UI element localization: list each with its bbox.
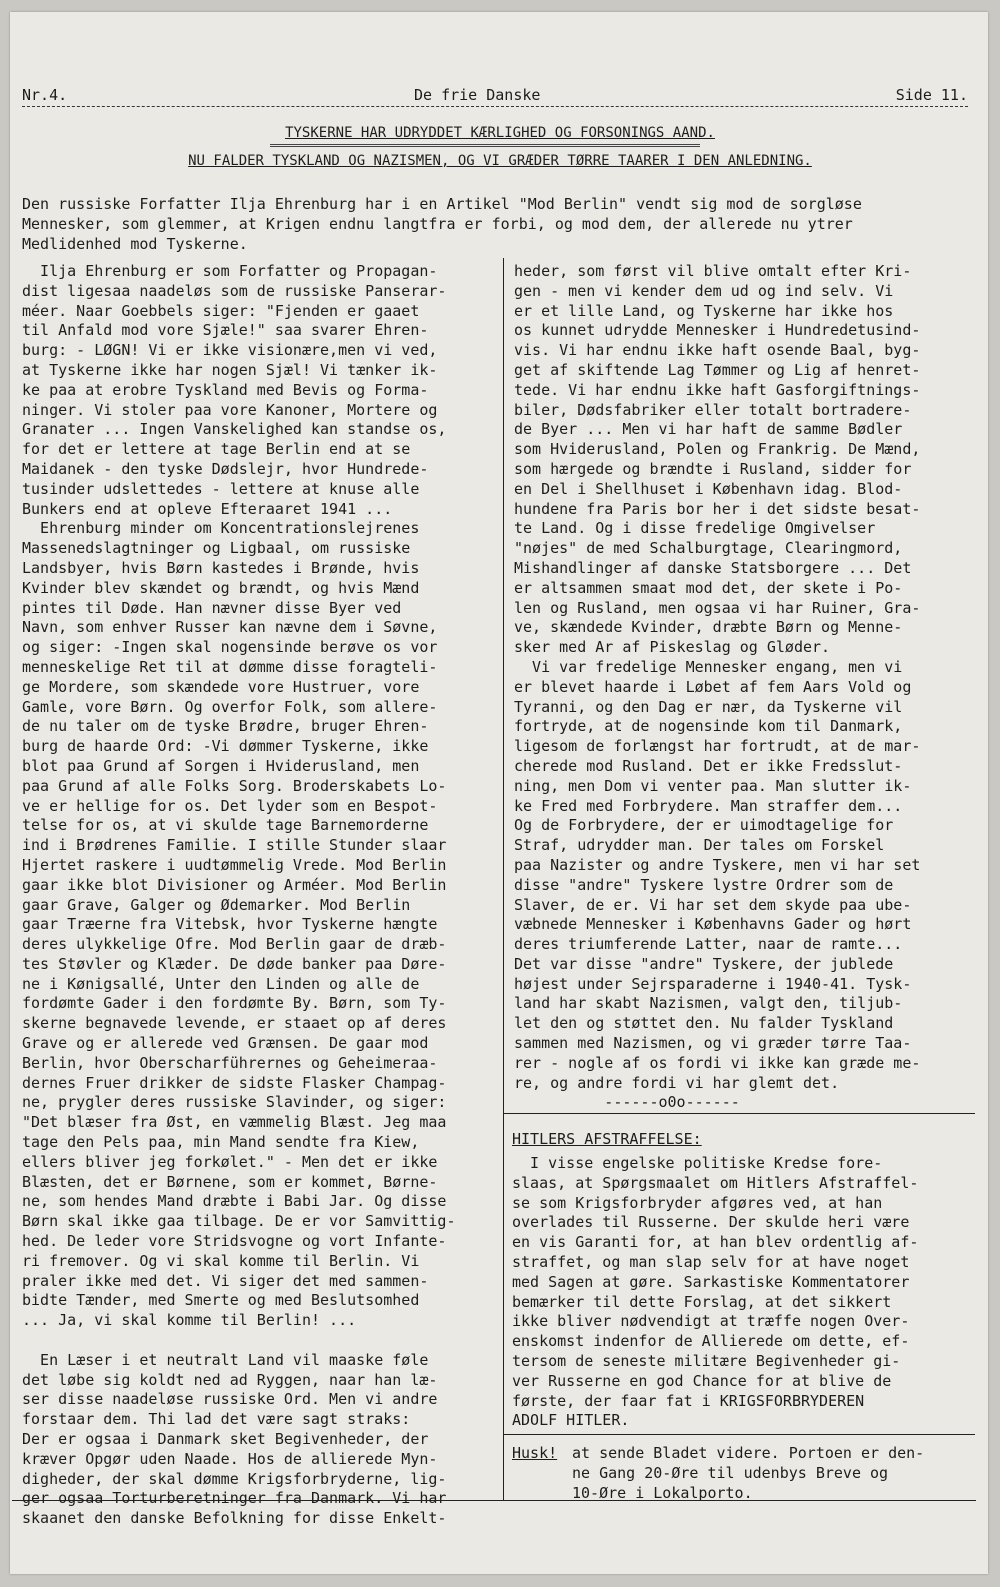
sub-headline: NU FALDER TYSKLAND OG NAZISMEN, OG VI GRÆDER TØRRE TAARER I DEN ANLEDNING.: [188, 153, 812, 169]
intro-paragraph: Den russiske Forfatter Ilja Ehrenburg har i en Artikel "Mod Berlin" vendt sig mod de sorgløse Mennesker, som glemmer, at Krigen endnu langtfra er forbi, og mod dem, der allerede nu ytrer Medlidenhed mod Tyskerne.: [22, 195, 862, 253]
headline-double-rule: [270, 144, 700, 147]
column-divider: [503, 258, 504, 1500]
section-title: HITLERS AFSTRAFFELSE:: [512, 1130, 702, 1148]
right-column-text: heder, som først vil blive omtalt efter Kri- gen - men vi kender dem ud og ind selv. Vi er et lille Land, og Tyskerne har ikke hos os kunnet udrydde Mennesker i Hundredetusind- vis. Vi har endnu ikke haft osende Baal, byg- get af skiftende Lag Tømmer og Lig af henret- tede. Vi har endnu ikke haft Gasforgiftnings- biler, Dødsfabriker eller totalt bortradere- de Byer ... Men vi har haft de samme Bødler som Hviderusland, Polen og Frankrig. De Mænd, som hærgede og brændte i Rusland, sidder for en Del i Shellhuset i København idag. Blod- hundene fra Paris bor her i det sidste besat- te Land. Og i disse fredelige Omgivelser "nøjes" de med Schalburgtage, Clearingmord, Mishandlinger af danske Statsborgere ... Det er altsammen smaat mod det, der skete i Po- len og Rusland, men ogsaa vi har Ruiner, Gra- ve, skændede Kvinder, dræbte Børn og Menne- sker med Ar af Piskeslag og Gløder. Vi var fredelige Mennesker engang, men vi er blevet haarde i Løbet af fem Aars Vold og Tyranni, og den Dag er nær, da Tyskerne vil fortryde, at de nogensinde kom til Danmark, ligesom de forlængst har fortrudt, at de mar- cherede mod Rusland. Det er ikke Fredsslut- ning, men Dom vi venter paa. Man slutter ik- ke Fred med Forbrydere. Man straffer dem... Og de Forbrydere, der er uimodtagelige for Straf, udrydder man. Der tales om Forskel paa Nazister og andre Tyskere, men vi har set disse "andre" Tyskere lystre Ordrer som de Slaver, de er. Vi har set dem skyde paa ube- væbnede Mennesker i Københavns Gader og hørt deres triumferende Latter, naar de ramte... Det var disse "andre" Tyskere, der jublede højest under Sejrsparaderne i 1940-41. Tysk- land har skabt Nazismen, valgt den, tiljub- let den og støttet den. Nu falder Tyskland sammen med Nazismen, og vi græder tørre Taa- rer - nogle af os fordi vi ikke kan græde me- re, og andre fordi vi har glemt det. ------o0o------: [514, 262, 921, 1112]
husk-divider: [503, 1434, 975, 1435]
newspaper-title: De frie Danske: [414, 86, 541, 104]
husk-text: at sende Bladet videre. Portoen er den- ne Gang 20-Øre til udenbys Breve og 10-Øre i Lokalporto.: [572, 1444, 925, 1502]
header-rule: [22, 106, 968, 107]
left-column-text: Ilja Ehrenburg er som Forfatter og Propagan- dist ligesaa naadeløs som de russiske Panserar- méer. Naar Goebbels siger: "Fjenden er gaaet til Anfald mod vore Sjæle!" saa svarer Ehren- burg: - LØGN! Vi er ikke visionære,men vi ved, at Tyskerne ikke har nogen Sjæl! Vi tænker ik- ke paa at erobre Tyskland med Bevis og Forma- ninger. Vi stoler paa vore Kanoner, Mortere og Granater ... Ingen Vanskelighed kan standse os, for det er lettere at tage Berlin end at se Maidanek - den tyske Dødslejr, hvor Hundrede- tusinder udslettedes - lettere at knuse alle Bunkers end at opleve Efteraaret 1941 ... Ehrenburg minder om Koncentrationslejrenes Massenedslagtninger og Ligbaal, om russiske Landsbyer, hvis Børn kastedes i Brønde, hvis Kvinder blev skændet og brændt, og hvis Mænd pintes til Døde. Han nævner disse Byer ved Navn, som enhver Russer kan nævne dem i Søvne, og siger: -Ingen skal nogensinde berøve os vor menneskelige Ret til at dømme disse foragteli- ge Mordere, som skændede vore Hustruer, vore Gamle, vore Børn. Og overfor Folk, som allere- de nu taler om de tyske Brødre, bruger Ehren- burg de haarde Ord: -Vi dømmer Tyskerne, ikke blot paa Grund af Sorgen i Hviderusland, men paa Grund af alle Folks Sorg. Broderskabets Lo- ve er hellige for os. Det lyder som en Bespot- telse for os, at vi skulde tage Barnemorderne ind i Brødrenes Familie. I stille Stunder slaar Hjertet raskere i uudtømmelig Vrede. Mod Berlin gaar ikke blot Divisioner og Arméer. Mod Berlin gaar Grave, Galger og Ødemarker. Mod Berlin gaar Træerne fra Vitebsk, hvor Tyskerne hængte deres ulykkelige Ofre. Mod Berlin gaar de dræb- tes Støvler og Klæder. De døde banker paa Døre- ne i Kønigsallé, Unter den Linden og alle de fordømte Gader i den fordømte By. Børn, som Ty- skerne begnavede levende, er staaet op af deres Grave og er allerede ved Grænsen. De gaar mod Berlin, hvor Oberscharführernes og Geheimeraa- dernes Fruer drikker de sidste Flasker Champag- ne, prygler deres russiske Slavinder, og siger: "Det blæser fra Øst, en væmmelig Blæst. Jeg maa tage den Pels paa, min Mand sendte fra Kiew, ellers bliver jeg forkølet." - Men det er ikke Blæsten, det er Børnene, som er kommet, Børne- ne, som hendes Mand dræbte i Babi Jar. Og disse Børn skal ikke gaa tilbage. De er vor Samvittig- hed. De leder vore Stridsvogne og vort Infante- ri fremover. Og vi skal komme til Berlin. Vi praler ikke med det. Vi siger det med sammen- bidte Tænder, med Smerte og med Beslutsomhed ... Ja, vi skal komme til Berlin! ... En Læser i et neutralt Land vil maaske føle det løbe sig koldt ned ad Ryggen, naar han læ- ser disse naadeløse russiske Ord. Men vi andre forstaar dem. Thi lad det være sagt straks: Der er ogsaa i Danmark sket Begivenheder, der kræver Opgør uden Naade. Hos de allierede Myn- digheder, der skal dømme Krigsforbryderne, lig- ger ogsaa Torturberetninger fra Danmark. Vi har skaanet den danske Befolkning for disse Enkelt-: [22, 262, 456, 1528]
section-divider: [503, 1113, 975, 1114]
husk-label: Husk!: [512, 1444, 558, 1462]
page-number: Side 11.: [895, 86, 968, 104]
hitler-article-text: I visse engelske politiske Kredse fore- slaas, at Spørgsmaalet om Hitlers Afstraffel- se som Krigsforbryder afgøres ved, at han overlades til Russerne. Der skulde heri være en vis Garanti for, at han blev ordentlig af- straffet, og man slap selv for at have noget med Sagen at gøre. Sarkastiske Kommentatorer bemærker til dette Forslag, at det sikkert ikke bliver nødvendigt at træffe nogen Over- enskomst indenfor de Allierede om dette, ef- tersom de seneste militære Begivenheder gi- ver Russerne en god Chance for at blive de første, der faar fat i KRIGSFORBRYDEREN ADOLF HITLER.: [512, 1154, 919, 1430]
issue-number: Nr.4.: [22, 86, 68, 104]
bottom-rule: [12, 1500, 976, 1501]
page-header: [22, 86, 968, 108]
main-headline: TYSKERNE HAR UDRYDDET KÆRLIGHED OG FORSONINGS AAND.: [285, 125, 715, 141]
